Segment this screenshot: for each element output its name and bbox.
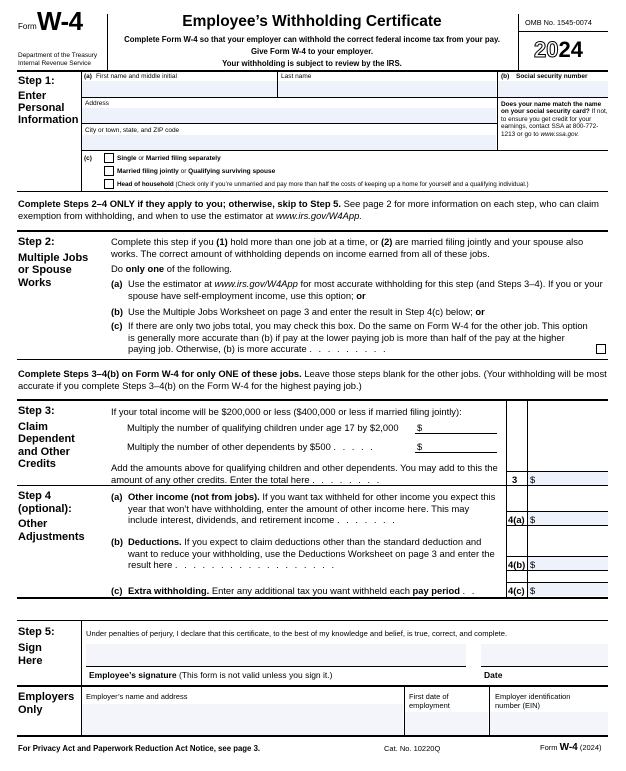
- step1-line2: Enter: [18, 90, 47, 102]
- header-line3: Your withholding is subject to review by the IRS.: [222, 59, 402, 68]
- first-date-line2: employment: [409, 701, 450, 710]
- line-4b-number: 4(b): [508, 559, 526, 570]
- footer-form-id: [540, 742, 602, 753]
- s2-option-a: [128, 278, 608, 301]
- step5-line2: Sign: [18, 642, 42, 654]
- two-jobs-checkbox[interactable]: [596, 344, 606, 354]
- s4-b-leader: . . . . . . . . . . . . . . . . . .: [174, 559, 337, 571]
- first-name-input[interactable]: [82, 81, 277, 97]
- qualifying-children-input[interactable]: [416, 420, 496, 433]
- step3-line4: and Other: [18, 445, 70, 458]
- hoh-note: (Check only if you’re unmarried and pay more than half the costs of keeping up a home for yourself and a qualifying individual.): [175, 181, 529, 188]
- instruction2-rest: Leave those steps blank for the other jobs. (Your withholding will be most accurate if you complete Steps 3–4(b) on the Form W-4 for the highest paying job.): [18, 368, 607, 391]
- line-4c-input[interactable]: [528, 583, 608, 596]
- dept-irs: Internal Revenue Service: [18, 60, 91, 67]
- s2-do-a: Do: [111, 263, 123, 274]
- line-3-input[interactable]: [528, 472, 608, 485]
- qss-label: Qualifying surviving spouse: [188, 168, 276, 175]
- employers-line1: Employers: [18, 691, 75, 703]
- s4-other-income: [128, 491, 500, 526]
- ssn-label: Social security number: [516, 73, 588, 80]
- or-text: or: [138, 155, 145, 162]
- line-4c-number: 4(c): [508, 585, 525, 596]
- line-3-dollar: $: [530, 474, 536, 485]
- step1-line4: Information: [18, 114, 79, 126]
- mfj-label: Married filing jointly: [117, 168, 179, 175]
- s3-total: [111, 462, 506, 485]
- first-date-input[interactable]: [405, 712, 488, 735]
- s2-b-text: Use the Multiple Jobs Worksheet on page 3 and enter the result in Step 4(c) below;: [128, 306, 473, 317]
- dept-treasury: Department of the Treasury: [18, 52, 98, 59]
- instruction2-bold: Complete Steps 3–4(b) on Form W-4 for only ONE of these jobs.: [18, 368, 302, 379]
- first-name-label: First name and middle initial: [96, 73, 177, 80]
- ssn-input[interactable]: [498, 81, 608, 97]
- step4-title: [18, 490, 85, 543]
- s2-a-or: or: [356, 289, 366, 301]
- header-line1: Complete Form W-4 so that your employer can withhold the correct federal income tax from your pay.: [124, 35, 500, 44]
- s3-children-dollar: $: [417, 422, 423, 433]
- employer-name-input[interactable]: [82, 704, 403, 735]
- step1-title: [18, 75, 79, 126]
- last-name-input[interactable]: [278, 81, 496, 97]
- s2-w4app-link[interactable]: www.irs.gov/W4App: [214, 278, 298, 289]
- catalog-number: Cat. No. 10220Q: [384, 744, 441, 753]
- s4-b-text: If you expect to claim deductions other than the standard deduction and want to reduce your withholding, use the Deductions Worksheet on page 3 and enter the result here: [128, 536, 495, 571]
- step2-title: [18, 236, 88, 289]
- s3-children: [127, 422, 399, 434]
- s2-option-c: [128, 320, 593, 355]
- first-date-line1: First date of: [409, 692, 449, 701]
- header-line2: Give Form W-4 to your employer.: [250, 47, 374, 56]
- s2-a-text2: for most accurate withholding for this step (and Steps 3–4). If you or your spouse have self-employment income, use this option;: [128, 278, 603, 301]
- filing-single: [117, 155, 221, 163]
- name-match-bold: Does your name match the name on your social security card?: [501, 101, 602, 116]
- form-label: [18, 22, 37, 31]
- step5-line1: Step 5:: [18, 626, 55, 638]
- s2-a-label: (a): [111, 278, 123, 289]
- city-label: City or town, state, and ZIP code: [85, 127, 180, 134]
- w4app-link[interactable]: www.irs.gov/W4App.: [275, 209, 362, 221]
- line-4a-dollar: $: [530, 514, 536, 525]
- s4-c-leader: . .: [462, 585, 477, 596]
- year-outline: 20: [534, 37, 559, 62]
- last-name-label: Last name: [281, 73, 312, 80]
- year-bold: 24: [558, 37, 583, 62]
- form-number: W-4: [37, 6, 83, 36]
- step5-title: [18, 626, 55, 668]
- s3-intro: If your total income will be $200,000 or less ($400,000 or less if married filing jointly):: [111, 406, 462, 417]
- instruction-steps-3-4b: [18, 368, 608, 391]
- step2-line4: Works: [18, 276, 52, 289]
- sig-rest: (This form is not valid unless you sign it.): [178, 670, 333, 680]
- step3-line3: Dependent: [18, 433, 75, 445]
- address-label: Address: [85, 100, 109, 107]
- omb-number: OMB No. 1545-0074: [525, 18, 592, 27]
- line-4b-dollar: $: [530, 559, 536, 570]
- sig-bold: Employee’s signature: [89, 670, 177, 680]
- address-input[interactable]: [82, 108, 496, 123]
- s2-c-label: (c): [111, 320, 123, 331]
- name-match-rest: If not, to ensure you get credit for your earnings, contact SSA at 800-772-1213 or go to: [501, 108, 608, 138]
- s4-deductions: [128, 536, 500, 571]
- step1-line1: Step 1:: [18, 75, 55, 87]
- s4-a-label: (a): [111, 491, 123, 502]
- step3-title: [18, 405, 75, 471]
- s2-b-or: or: [475, 306, 485, 317]
- step2-line3: or Spouse: [18, 264, 72, 276]
- employers-line2: Only: [18, 704, 43, 716]
- s2-intro-c: are married filing jointly and your spouse also works. The correct amount of withholding depends on income earned from all of these jobs.: [111, 236, 584, 259]
- step3-line1: Step 3:: [18, 405, 55, 417]
- step2-do-one: [111, 263, 232, 275]
- s2-intro-2: (2): [380, 236, 393, 247]
- line-4b-input[interactable]: [528, 557, 608, 570]
- s2-do-b: only one: [125, 263, 165, 274]
- signature-label: [89, 670, 332, 680]
- step2-line2: Multiple Jobs: [18, 251, 89, 264]
- step3-line2: Claim: [18, 420, 48, 433]
- step4-line3: Other: [18, 518, 48, 530]
- s2-do-c: of the following.: [166, 263, 232, 274]
- s4-b-label: (b): [111, 536, 123, 547]
- filing-mfj: [117, 168, 275, 176]
- other-dependents-input[interactable]: [416, 439, 496, 452]
- s4-c-bold2: pay period: [412, 585, 460, 596]
- s4-a-bold: Other income (not from jobs).: [128, 491, 260, 502]
- instruction1-rest: See page 2 for more information on each step, who can claim exemption from withholding, and when to use the estimator at: [18, 198, 599, 221]
- step2-line1: Step 2:: [18, 236, 55, 248]
- privacy-notice: For Privacy Act and Paperwork Reduction Act Notice, see page 3.: [18, 744, 261, 753]
- s2-intro-b: hold more than one job at a time, or: [230, 236, 379, 247]
- s3-total-leader: . . . . . . . .: [312, 473, 382, 485]
- c-label: (c): [84, 155, 92, 162]
- step4-line2: (optional):: [18, 502, 72, 515]
- first-date-label: [409, 692, 450, 710]
- mfj-checkbox[interactable]: [104, 166, 114, 176]
- s4-c-bold: Extra withholding.: [128, 585, 210, 596]
- s2-c-text: If there are only two jobs total, you may check this box. Do the same on Form W-4 for the other job. This option is generally more accurate than (b) if pay at the lower paying job is more than half of the pay at the higher paying job. Otherwise, (b) is more accurate: [128, 320, 588, 355]
- page-title: Employee’s Withholding Certificate: [182, 13, 442, 30]
- signature-field[interactable]: [86, 644, 466, 666]
- hoh-checkbox[interactable]: [104, 179, 114, 189]
- mfs-label: Married filing separately: [145, 155, 221, 162]
- footer-year: (2024): [579, 743, 602, 752]
- s4-a-text: If you want tax withheld for other income you expect this year that won’t have withholding, enter the amount of other income here. This may include interest, dividends, and retirement income: [128, 491, 496, 526]
- footer-form-number: W-4: [559, 742, 578, 753]
- employer-name-label: Employer’s name and address: [86, 692, 188, 701]
- tax-year: [534, 37, 583, 63]
- step1-line3: Personal: [18, 102, 65, 114]
- filing-hoh: [117, 181, 608, 189]
- step4-line4: Adjustments: [18, 530, 85, 543]
- step3-line5: Credits: [18, 458, 56, 470]
- ein-input[interactable]: [490, 712, 608, 735]
- s4-c-label: (c): [111, 585, 123, 596]
- s3-others-text: Multiply the number of other dependents by $500: [127, 441, 331, 452]
- s3-children-text: Multiply the number of qualifying children under age 17 by $2,000: [127, 422, 399, 433]
- single-checkbox[interactable]: [104, 153, 114, 163]
- line-4c-dollar: $: [530, 585, 536, 596]
- s2-intro-1: (1): [216, 236, 228, 247]
- s4-b-bold: Deductions.: [128, 536, 182, 547]
- a-label: (a): [84, 73, 92, 80]
- ein-line1: Employer identification: [495, 692, 571, 701]
- ein-line2: number (EIN): [495, 701, 541, 710]
- s2-intro-a: Complete this step if you: [111, 236, 214, 247]
- footer-form-word: Form: [540, 743, 558, 752]
- s3-others: [127, 441, 375, 453]
- ssa-link[interactable]: www.ssa.gov.: [540, 130, 580, 138]
- s4-extra-withholding: [128, 585, 503, 597]
- date-label: Date: [484, 670, 503, 680]
- line-3-number: 3: [512, 474, 518, 485]
- s2-b-label: (b): [111, 306, 123, 317]
- perjury-statement: Under penalties of perjury, I declare that this certificate, to the best of my knowledge and belief, is true, correct, and complete.: [86, 629, 508, 638]
- hoh-label: Head of household: [117, 181, 174, 188]
- step5-line3: Here: [18, 655, 43, 667]
- line-4a-input[interactable]: [528, 512, 608, 525]
- instruction1-bold: Complete Steps 2–4 ONLY if they apply to you; otherwise, skip to Step 5.: [18, 198, 341, 209]
- s3-total-text: Add the amounts above for qualifying children and other dependents. You may add to this the amount of any other credits. Enter the total here: [111, 462, 498, 485]
- step2-intro: [111, 236, 607, 259]
- s2-c-leader: . . . . . . . . .: [309, 343, 388, 355]
- step4-line1: Step 4: [18, 490, 52, 502]
- single-label: Single: [117, 155, 137, 162]
- or-text: or: [180, 168, 187, 175]
- city-input[interactable]: [82, 135, 496, 150]
- line-4a-number: 4(a): [508, 514, 525, 525]
- date-field[interactable]: [481, 644, 608, 666]
- s3-others-leader: . . . . .: [333, 441, 375, 452]
- s2-a-text1: Use the estimator at: [128, 278, 212, 289]
- instruction-steps-2-4: [18, 198, 608, 221]
- form-word: Form: [18, 22, 37, 31]
- s4-a-leader: . . . . . . .: [336, 514, 397, 526]
- ein-label: [495, 692, 570, 710]
- employers-title: [18, 691, 74, 717]
- name-match-note: [501, 101, 608, 138]
- s4-c-text: Enter any additional tax you want withheld each: [211, 585, 410, 596]
- s3-others-dollar: $: [417, 441, 423, 452]
- s2-option-b: [128, 306, 608, 318]
- b-label: (b): [501, 73, 510, 80]
